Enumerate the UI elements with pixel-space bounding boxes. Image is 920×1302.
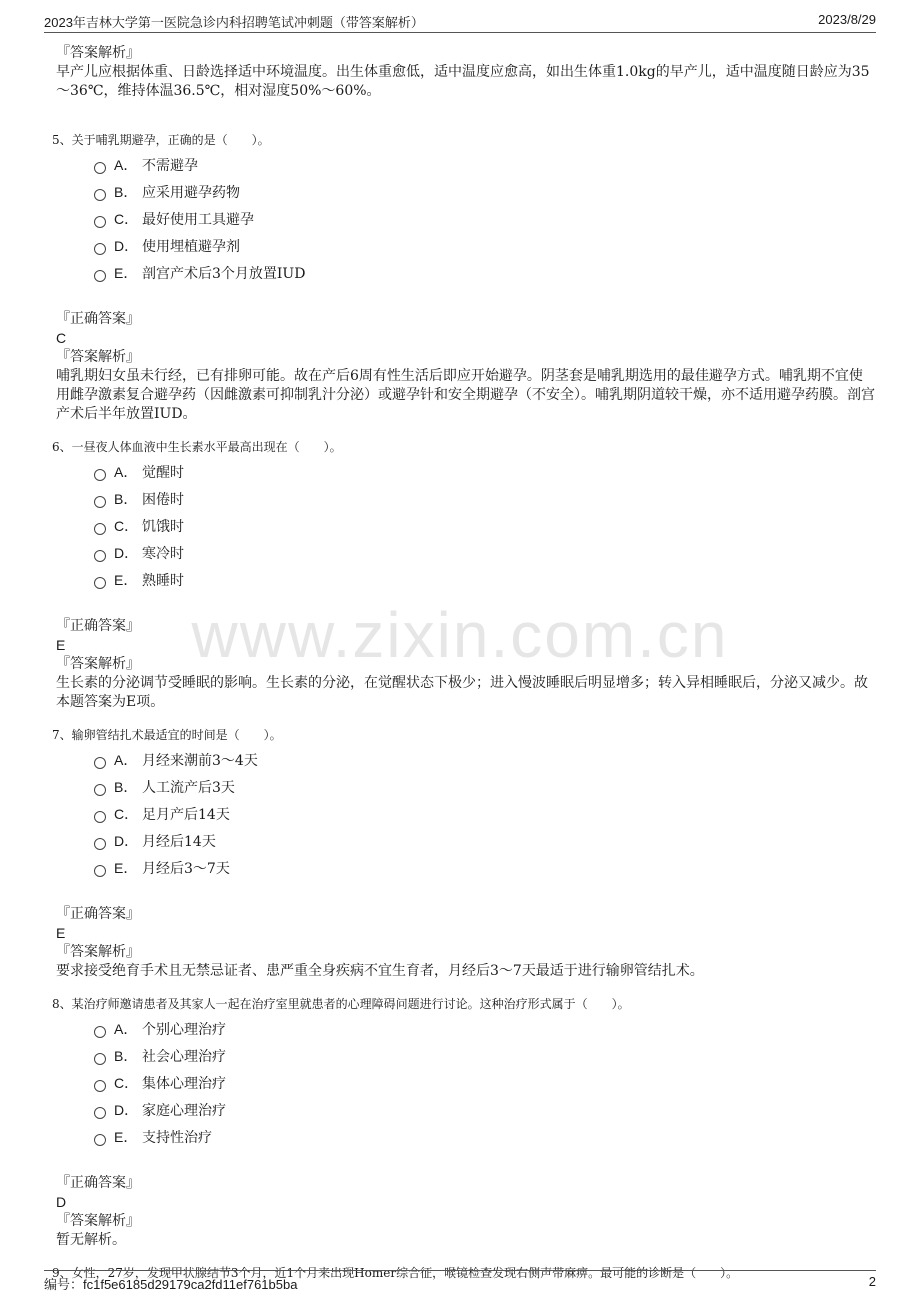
answer-value: E xyxy=(56,925,66,941)
radio-icon[interactable] xyxy=(94,189,106,201)
question-8 xyxy=(52,995,876,1250)
option-key: D． xyxy=(114,544,139,561)
question-stem: 6、一昼夜人体血液中生长素水平最高出现在（ ）。 xyxy=(52,440,342,454)
option-list xyxy=(94,458,876,593)
page-number: 2 xyxy=(868,1274,876,1289)
analysis-text: 暂无解析。 xyxy=(56,1232,126,1248)
option-text: 月经后3～7天 xyxy=(142,860,230,877)
option-b[interactable] xyxy=(94,485,876,512)
option-key: D． xyxy=(114,832,139,849)
answer-value: D xyxy=(56,1194,67,1210)
document-date: 2023/8/29 xyxy=(818,12,876,27)
option-text: 不需避孕 xyxy=(142,157,198,174)
question-stem: 8、某治疗师邀请患者及其家人一起在治疗室里就患者的心理障碍问题进行讨论。这种治疗形式属于（ ）。 xyxy=(52,997,630,1011)
radio-icon[interactable] xyxy=(94,550,106,562)
option-c[interactable] xyxy=(94,205,876,232)
option-text: 饥饿时 xyxy=(142,518,184,535)
option-key: A． xyxy=(114,751,138,768)
option-key: E． xyxy=(114,264,138,281)
option-b[interactable] xyxy=(94,773,876,800)
document-body xyxy=(52,44,876,1284)
option-text: 使用埋植避孕剂 xyxy=(142,238,240,255)
option-list xyxy=(94,1015,876,1150)
analysis-label: 『答案解析』 xyxy=(56,1213,140,1229)
option-text: 困倦时 xyxy=(142,491,184,508)
option-d[interactable] xyxy=(94,1096,876,1123)
option-e[interactable] xyxy=(94,259,876,286)
option-d[interactable] xyxy=(94,232,876,259)
option-c[interactable] xyxy=(94,1069,876,1096)
option-key: C． xyxy=(114,517,139,534)
answer-section xyxy=(56,905,876,981)
page-header xyxy=(44,10,876,33)
option-e[interactable] xyxy=(94,854,876,881)
option-text: 月经后14天 xyxy=(142,833,216,850)
radio-icon[interactable] xyxy=(94,757,106,769)
question-6 xyxy=(52,438,876,712)
analysis-label: 『答案解析』 xyxy=(56,349,140,365)
analysis-text: 要求接受绝育手术且无禁忌证者、患严重全身疾病不宜生育者，月经后3～7天最适于进行输卵管结扎术。 xyxy=(56,963,704,979)
radio-icon[interactable] xyxy=(94,865,106,877)
option-text: 剖宫产术后3个月放置IUD xyxy=(142,265,306,282)
answer-value: E xyxy=(56,637,66,653)
option-key: E． xyxy=(114,1128,138,1145)
option-text: 熟睡时 xyxy=(142,572,184,589)
option-key: C． xyxy=(114,210,139,227)
radio-icon[interactable] xyxy=(94,1107,106,1119)
analysis-label: 『答案解析』 xyxy=(56,944,140,960)
option-text: 月经来潮前3～4天 xyxy=(142,752,258,769)
option-key: A． xyxy=(114,1020,138,1037)
option-key: B． xyxy=(114,1047,138,1064)
option-d[interactable] xyxy=(94,827,876,854)
option-key: B． xyxy=(114,490,138,507)
option-a[interactable] xyxy=(94,1015,876,1042)
option-text: 应采用避孕药物 xyxy=(142,184,240,201)
radio-icon[interactable] xyxy=(94,469,106,481)
option-list xyxy=(94,746,876,881)
question-stem: 9、女性，27岁，发现甲状腺结节3个月，近1个月来出现Homer综合征，喉镜检查发现右侧声带麻痹。最可能的诊断是（ ）。 xyxy=(52,1266,739,1280)
answer-label: 『正确答案』 xyxy=(56,906,140,922)
option-text: 个别心理治疗 xyxy=(142,1021,226,1038)
question-stem: 7、输卵管结扎术最适宜的时间是（ ）。 xyxy=(52,728,282,742)
analysis-text: 哺乳期妇女虽未行经，已有排卵可能。故在产后6周有性生活后即应开始避孕。阴茎套是哺乳期选用的最佳避孕方式。哺乳期不宜使用雌孕激素复合避孕药（因雌激素可抑制乳汁分泌）或避孕针和安全期避孕（不安全）。哺乳期阴道较干燥，亦不适用避孕药膜。剖宫产术后半年放置IUD。 xyxy=(56,368,875,422)
option-a[interactable] xyxy=(94,151,876,178)
analysis-label: 『答案解析』 xyxy=(56,45,140,61)
option-b[interactable] xyxy=(94,1042,876,1069)
radio-icon[interactable] xyxy=(94,270,106,282)
radio-icon[interactable] xyxy=(94,838,106,850)
option-key: B． xyxy=(114,778,138,795)
question-stem: 5、关于哺乳期避孕，正确的是（ ）。 xyxy=(52,133,270,147)
question-7 xyxy=(52,726,876,981)
radio-icon[interactable] xyxy=(94,243,106,255)
option-key: C． xyxy=(114,1074,139,1091)
answer-section xyxy=(56,617,876,712)
radio-icon[interactable] xyxy=(94,1053,106,1065)
option-list xyxy=(94,151,876,286)
option-a[interactable] xyxy=(94,458,876,485)
option-key: A． xyxy=(114,463,138,480)
radio-icon[interactable] xyxy=(94,811,106,823)
radio-icon[interactable] xyxy=(94,216,106,228)
option-key: B． xyxy=(114,183,138,200)
option-a[interactable] xyxy=(94,746,876,773)
previous-analysis xyxy=(56,44,876,101)
analysis-label: 『答案解析』 xyxy=(56,656,140,672)
answer-section xyxy=(56,310,876,424)
answer-label: 『正确答案』 xyxy=(56,1175,140,1191)
option-key: C． xyxy=(114,805,139,822)
page-footer xyxy=(44,1270,876,1295)
option-c[interactable] xyxy=(94,512,876,539)
option-key: E． xyxy=(114,859,138,876)
radio-icon[interactable] xyxy=(94,1026,106,1038)
answer-value: C xyxy=(56,330,67,346)
option-e[interactable] xyxy=(94,1123,876,1150)
document-title: 2023年吉林大学第一医院急诊内科招聘笔试冲刺题（带答案解析） xyxy=(44,15,424,30)
radio-icon[interactable] xyxy=(94,1134,106,1146)
answer-section xyxy=(56,1174,876,1250)
radio-icon[interactable] xyxy=(94,523,106,535)
option-text: 觉醒时 xyxy=(142,464,184,481)
option-text: 最好使用工具避孕 xyxy=(142,211,254,228)
option-e[interactable] xyxy=(94,566,876,593)
analysis-text: 早产儿应根据体重、日龄选择适中环境温度。出生体重愈低，适中温度应愈高，如出生体重1.0kg的早产儿，适中温度随日龄应为35～36℃，维持体温36.5℃，相对湿度50%～60%。 xyxy=(56,64,870,99)
question-5 xyxy=(52,131,876,424)
option-key: E． xyxy=(114,571,138,588)
option-d[interactable] xyxy=(94,539,876,566)
answer-label: 『正确答案』 xyxy=(56,618,140,634)
document-code: 编号：fc1f5e6185d29179ca2fd11ef761b5ba xyxy=(44,1277,298,1292)
option-text: 人工流产后3天 xyxy=(142,779,235,796)
analysis-text: 生长素的分泌调节受睡眠的影响。生长素的分泌，在觉醒状态下极少；进入慢波睡眠后明显增多；转入异相睡眠后，分泌又减少。故本题答案为E项。 xyxy=(56,675,868,710)
option-text: 家庭心理治疗 xyxy=(142,1102,226,1119)
option-text: 支持性治疗 xyxy=(142,1129,212,1146)
option-text: 寒冷时 xyxy=(142,545,184,562)
option-text: 集体心理治疗 xyxy=(142,1075,226,1092)
option-key: D． xyxy=(114,237,139,254)
option-b[interactable] xyxy=(94,178,876,205)
radio-icon[interactable] xyxy=(94,784,106,796)
radio-icon[interactable] xyxy=(94,496,106,508)
option-key: D． xyxy=(114,1101,139,1118)
radio-icon[interactable] xyxy=(94,162,106,174)
option-key: A． xyxy=(114,156,138,173)
option-text: 社会心理治疗 xyxy=(142,1048,226,1065)
watermark: www.zixin.com.cn xyxy=(191,599,729,671)
option-text: 足月产后14天 xyxy=(142,806,230,823)
option-c[interactable] xyxy=(94,800,876,827)
answer-label: 『正确答案』 xyxy=(56,311,140,327)
radio-icon[interactable] xyxy=(94,1080,106,1092)
radio-icon[interactable] xyxy=(94,577,106,589)
